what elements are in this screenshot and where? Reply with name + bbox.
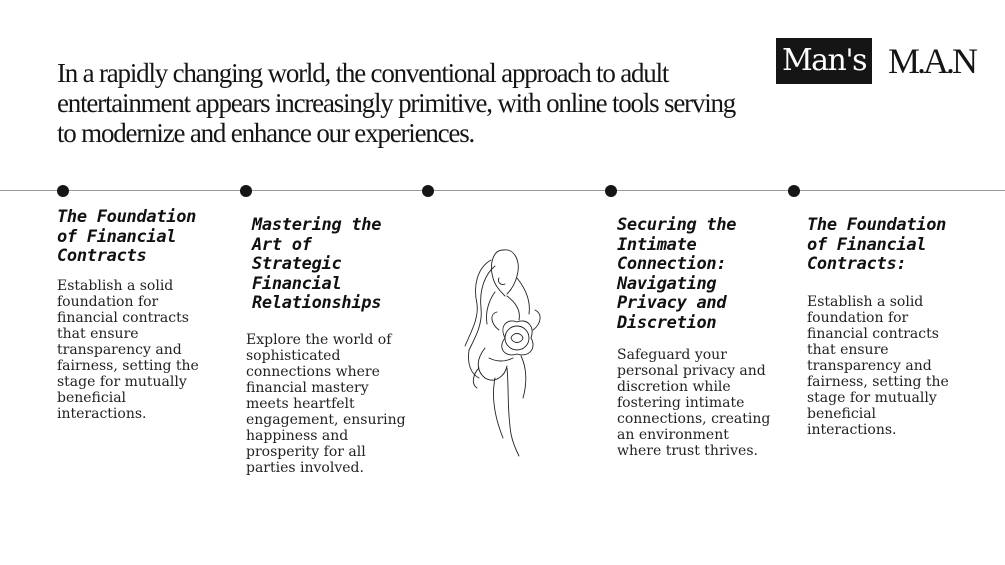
man-logo: M.A.N xyxy=(888,41,976,81)
mans-logo: Man's xyxy=(776,38,872,84)
column-title: The Foundation of Financial Contracts xyxy=(57,207,197,266)
column-securing xyxy=(617,216,777,459)
timeline-dot xyxy=(240,185,252,197)
column-body: Establish a solid foundation for financial contracts that ensure transparency and fairness, setting the stage for mutually beneficial interactions. xyxy=(807,293,949,438)
column-foundation-alt xyxy=(807,216,967,438)
column-title: Mastering the Art of Strategic Financial Relationships xyxy=(252,215,382,313)
column-title: Securing the Intimate Connection: Navigating Privacy and Discretion xyxy=(617,215,737,333)
column-body: Establish a solid foundation for financial contracts that ensure transparency and fairness, setting the stage for mutually beneficial interactions. xyxy=(57,277,199,422)
column-mastering xyxy=(246,215,412,476)
column-foundation xyxy=(57,208,212,422)
timeline-dot xyxy=(57,185,69,197)
timeline-line xyxy=(0,190,1005,191)
timeline-dot xyxy=(788,185,800,197)
timeline-dot xyxy=(605,185,617,197)
column-title: The Foundation of Financial Contracts: xyxy=(807,215,947,274)
column-body: Explore the world of sophisticated connections where financial mastery meets heartfelt engagement, ensuring happiness and prosperity for all parties involved. xyxy=(246,331,406,476)
woman-with-flowers-icon xyxy=(455,238,555,458)
headline: In a rapidly changing world, the conventional approach to adult entertainment appears increasingly primitive, with online tools serving to modernize and enhance our experiences. xyxy=(57,58,736,148)
column-body: Safeguard your personal privacy and discretion while fostering intimate connections, creating an environment where trust thrives. xyxy=(617,347,771,459)
timeline-dot xyxy=(422,185,434,197)
